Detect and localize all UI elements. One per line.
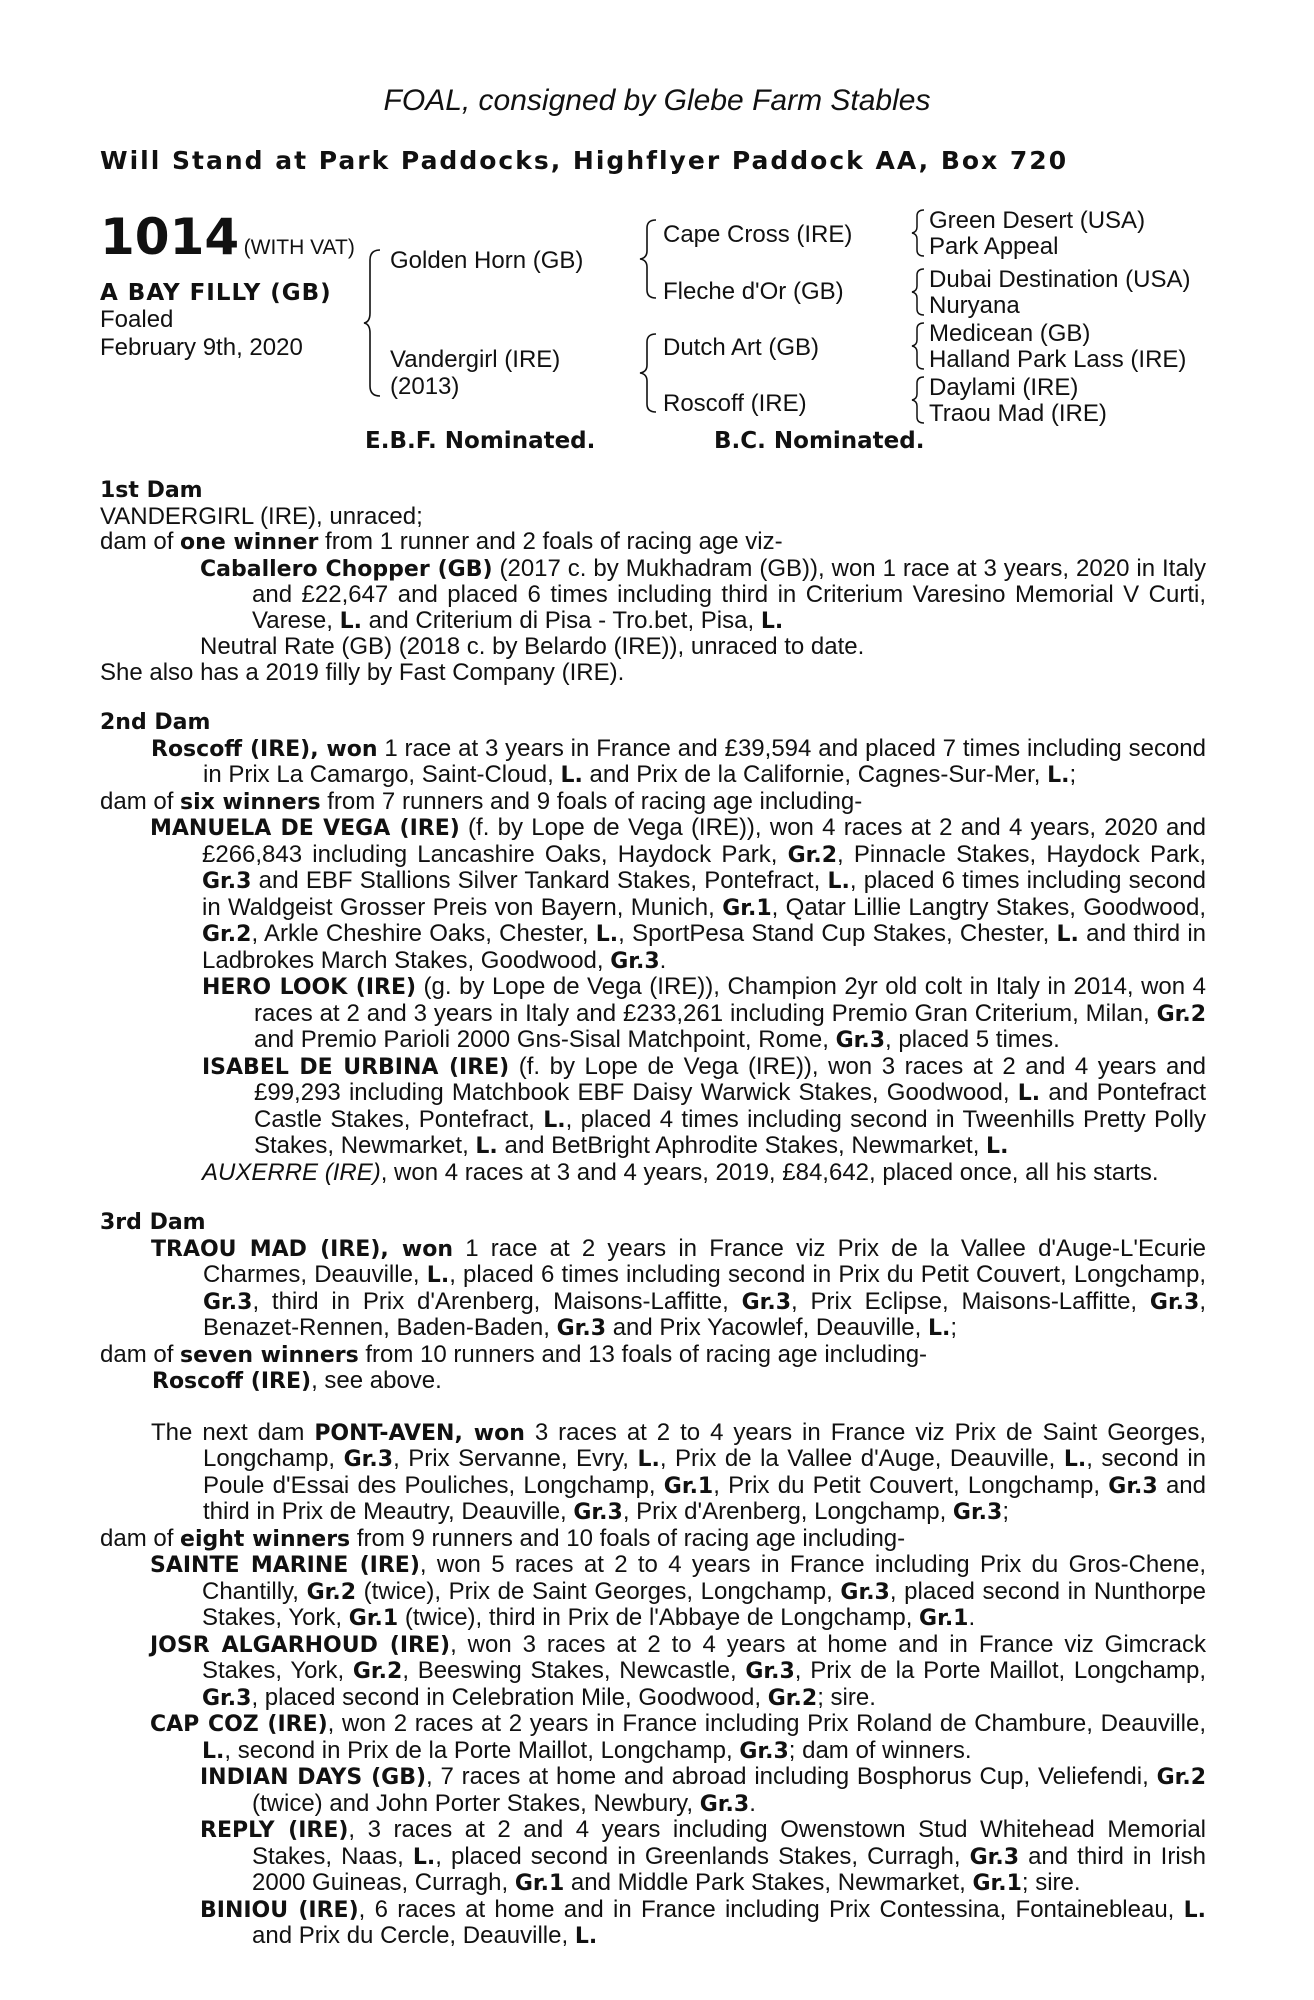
g-brace-3 [910,321,926,371]
third-dam-heading: 3rd Dam [100,1210,206,1235]
produce-entry: AUXERRE (IRE), won 4 races at 3 and 4 years, 2019, £84,642, placed once, all his starts. [202,1158,1159,1186]
produce-entry: REPLY (IRE), 3 races at 2 and 4 years including Owenstown Stud Whitehead Memorial Stakes, Naas, L., placed second in Greenlands Stakes, Curragh, Gr.3 and third in Irish 2000 Guineas, Curragh, Gr.1 and Middle Park Stakes, Newmarket, Gr.1; sire. [200,1816,1207,1896]
second-dam-entry: Roscoff (IRE), won 1 race at 3 years in France and £39,594 and placed 7 times including second in Prix La Camargo, Saint-Cloud, L. and Prix de la Californie, Cagnes-Sur-Mer, L.; [151,734,1206,788]
vat-note: (WITH VAT) [243,236,355,259]
sire-parents-brace [638,218,658,300]
foaled-date: February 9th, 2020 [100,334,303,361]
first-dam-produce-line: dam of one winner from 1 runner and 2 foals of racing age viz- [100,528,783,555]
produce-entry: CAP COZ (IRE), won 2 races at 2 years in France including Prix Roland de Chambure, Deauville, L., second in Prix de la Porte Maillot, Longchamp, Gr.3; dam of winners. [150,1710,1206,1764]
bc-nominated: B.C. Nominated. [714,428,925,454]
first-dam-line: VANDERGIRL (IRE), unraced; [100,502,423,530]
grandsire-2: Dubai Destination (USA) [929,266,1191,293]
next-dam-produce-line: dam of eight winners from 9 runners and 10 foals of racing age including- [100,1524,906,1552]
foaled-label: Foaled [100,306,174,333]
produce-entry: HERO LOOK (IRE) (g. by Lope de Vega (IRE)), Champion 2yr old colt in Italy in 2014, won 4 races at 2 and 3 years in Italy and £233,261 including Premio Gran Criterium, Milan, Gr.2 and Premio Parioli 2000 Gns-Sisal Matchpoint, Rome, Gr.3, placed 5 times. [202,973,1206,1053]
granddam-1: Park Appeal [929,233,1059,260]
first-dam-heading: 1st Dam [100,478,203,503]
granddam-2: Nuryana [929,292,1020,319]
next-dam-entry: The next dam PONT-AVEN, won 3 races at 2 to 4 years in France viz Prix de Saint Georges, Longchamp, Gr.3, Prix Servanne, Evry, L., Prix de la Vallee d'Auge, Deauville, L., second in Poule d'Essai des Pouliches, Longchamp, Gr.1, Prix du Petit Couvert, Longchamp, Gr.3 and third in Prix de Meautry, Deauville, Gr.3, Prix d'Arenberg, Longchamp, Gr.3; [151,1418,1207,1525]
dam-sire: Dutch Art (GB) [663,334,820,361]
sire-dam-brace [362,248,382,398]
sire-sire: Cape Cross (IRE) [663,221,853,248]
produce-entry: Neutral Rate (GB) (2018 c. by Belardo (IRE)), unraced to date. [200,633,865,660]
g-brace-4 [910,375,926,425]
grandsire-1: Green Desert (USA) [929,207,1146,234]
horse-name: A BAY FILLY (GB) [100,280,332,306]
produce-entry: ISABEL DE URBINA (IRE) (f. by Lope de Vega (IRE)), won 3 races at 2 and 4 years and £99,293 including Matchbook EBF Daisy Warwick Stakes, Goodwood, L. and Pontefract Castle Stakes, Pontefract, L., placed 4 times including second in Tweenhills Pretty Polly Stakes, Newmarket, L. and BetBright Aphrodite Stakes, Newmarket, L. [202,1052,1206,1159]
lot-number: 1014 [100,208,240,266]
produce-entry: Caballero Chopper (GB) (2017 c. by Mukhadram (GB)), won 1 race at 3 years, 2020 in Italy and £22,647 and placed 6 times including third in Criterium Varesino Memorial V Curti, Varese, L. and Criterium di Pisa - Tro.bet, Pisa, L. [200,554,1206,634]
family-notes [100,478,1206,1950]
third-dam-entry: TRAOU MAD (IRE), won 1 race at 2 years in France viz Prix de la Vallee d'Auge-L'Ecurie Charmes, Deauville, L., placed 6 times including second in Prix du Petit Couvert, Longchamp, Gr.3, third in Prix d'Arenberg, Maisons-Laffitte, Gr.3, Prix Eclipse, Maisons-Laffitte, Gr.3, Benazet-Rennen, Baden-Baden, Gr.3 and Prix Yacowlef, Deauville, L.; [151,1234,1207,1341]
granddam-3: Halland Park Lass (IRE) [929,346,1187,373]
lot-heading [100,208,355,266]
sire-name: Golden Horn (GB) [390,247,584,274]
dam-dam: Roscoff (IRE) [663,390,807,417]
produce-entry: Roscoff (IRE), see above. [152,1367,442,1394]
g-brace-2 [910,267,926,317]
first-dam-note: She also has a 2019 filly by Fast Company (IRE). [100,658,625,686]
g-brace-1 [910,208,926,258]
ebf-nominated: E.B.F. Nominated. [365,428,596,454]
produce-entry: SAINTE MARINE (IRE), won 5 races at 2 to 4 years in France including Prix du Gros-Chene, Chantilly, Gr.2 (twice), Prix de Saint Georges, Longchamp, Gr.3, placed second in Nunthorpe Stakes, York, Gr.1 (twice), third in Prix de l'Abbaye de Longchamp, Gr.1. [150,1551,1206,1631]
produce-entry: INDIAN DAYS (GB), 7 races at home and abroad including Bosphorus Cup, Veliefendi, Gr.2 (twice) and John Porter Stakes, Newbury, Gr.3. [200,1763,1206,1817]
second-dam-produce-line: dam of six winners from 7 runners and 9 foals of racing age including- [100,787,863,815]
produce-entry: BINIOU (IRE), 6 races at home and in France including Prix Contessina, Fontainebleau, L. and Prix du Cercle, Deauville, L. [200,1895,1206,1949]
second-dam-heading: 2nd Dam [100,710,211,735]
sire-dam: Fleche d'Or (GB) [663,278,844,305]
produce-entry: JOSR ALGARHOUD (IRE), won 3 races at 2 to 4 years at home and in France viz Gimcrack Stakes, York, Gr.2, Beeswing Stakes, Newcastle, Gr.3, Prix de la Porte Maillot, Longchamp, Gr.3, placed second in Celebration Mile, Goodwood, Gr.2; sire. [150,1630,1206,1711]
granddam-4: Traou Mad (IRE) [929,400,1107,427]
dam-parents-brace [638,332,658,414]
stabling-line: Will Stand at Park Paddocks, Highflyer Paddock AA, Box 720 [100,146,1069,175]
produce-entry: MANUELA DE VEGA (IRE) (f. by Lope de Vega (IRE)), won 4 races at 2 and 4 years, 2020 and £266,843 including Lancashire Oaks, Haydock Park, Gr.2, Pinnacle Stakes, Haydock Park, Gr.3 and EBF Stallions Silver Tankard Stakes, Pontefract, L., placed 6 times including second in Waldgeist Grosser Preis von Bayern, Munich, Gr.1, Qatar Lillie Langtry Stakes, Goodwood, Gr.2, Arkle Cheshire Oaks, Chester, L., SportPesa Stand Cup Stakes, Chester, L. and third in Ladbrokes March Stakes, Goodwood, Gr.3. [150,814,1206,974]
dam-name: Vandergirl (IRE) [390,346,561,373]
grandsire-3: Medicean (GB) [929,320,1091,347]
dam-year: (2013) [390,373,460,400]
grandsire-4: Daylami (IRE) [929,374,1079,401]
third-dam-produce-line: dam of seven winners from 10 runners and 13 foals of racing age including- [100,1340,928,1368]
consignor-line: FOAL, consigned by Glebe Farm Stables [383,84,931,117]
